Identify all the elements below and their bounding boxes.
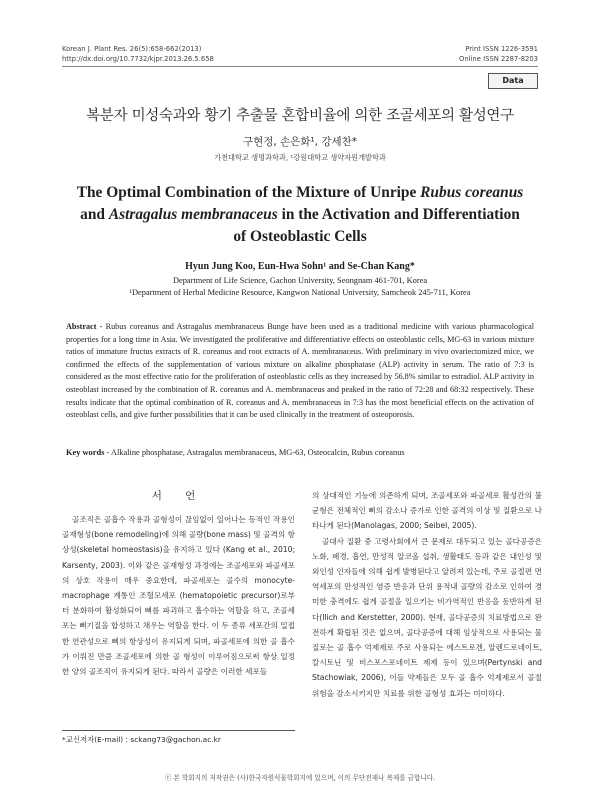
header-divider [62,66,538,67]
korean-affiliation: 가천대학교 생명과학과, ¹강원대학교 생약자원개발학과 [214,153,386,162]
title-line3: of Osteoblastic Cells [233,228,367,245]
section-heading-introduction: 서 언 [151,490,206,502]
title-line2-text-c: in the Activation and Differentiation [277,206,520,223]
korean-authors: 구현정, 손은화¹, 강세찬* [242,136,358,148]
journal-citation [62,44,214,64]
print-issn: Print ISSN 1226-3591 [465,45,538,53]
title-line2-text-a: and [80,206,109,223]
keywords-label: Key words [66,448,105,457]
abstract [66,321,534,422]
affiliation-2: ¹Department of Herbal Medicine Resource, Kangwon National University, Samcheok 245-711, Korea [129,288,471,297]
issn-block [459,44,538,64]
corresponding-author-footnote: *교신저자(E-mail) : sckang73@gachon.ac.kr [62,735,221,744]
title-line1-species: Rubus coreanus [420,184,524,201]
intro-paragraph-cont: 의 상대적인 기능에 의존하게 되며, 조골세포와 파골세포 활성간의 불균형은 전체적인 뼈의 감소나 증가로 인한 골격의 이상 및 질환으로 나타나게 된다(Manolagas, 2000; Seibel, 2005). [312,491,542,531]
copyright-notice: ⓒ 본 학회지의 저작권은 (사)한국자원식물학회지에 있으며, 이의 무단전재나 복제를 금합니다. [164,774,436,782]
intro-paragraph-1: 골조직은 골흡수 작용과 골형성이 끊임없이 일어나는 동적인 작용인 골재형성(bone remodeling)에 의해 골량(bone mass) 및 골격의 항상성(skeletal homeostasis)을 유지하고 있다 (Kang et al., 2010; Karsenty, 2003). 이와 같은 골재형성 과정에는 조골세포와 파골세포의 상호 작용이 매우 중요한데, 파골세포는 골수의 monocyte-macrophage 계통인 조혈모세포 (hematopoietic precursor)로부터 분화하여 활성화되어 뼈를 파괴하고 흡수하는 역할을 하고, 조골세포는 뼈기질을 합성하고 채우는 역할을 한다. 이 두 종류 세포간의 밀접한 연관성으로 뼈의 항상성이 유지되게 되며, 파골세포에 의한 골 흡수가 이뤄진 만큼 조골세포에 의한 골 형성이 이루어짐으로써 항상 일정한 양의 골조직이 유지되게 된다. 따라서 골량은 이러한 세포들 [62,515,295,677]
left-column [62,512,295,679]
title-line2-species: Astragalus membranaceus [108,206,278,223]
english-title [62,182,538,248]
english-affiliations [40,275,560,299]
abstract-label: Abstract [66,322,97,331]
affiliation-1: Department of Life Science, Gachon University, Seongnam 461-701, Korea [172,276,428,285]
doi-line[interactable]: http://dx.doi.org/10.7732/kjpr.2013.26.5.658 [62,55,214,63]
abstract-text: - Rubus coreanus and Astragalus membranaceus Bunge have been used as a traditional medicine with various pharmacological properties for a long time in Asia. We investigated the proliferative and differentiative effects on osteoblastic cells, MG-63 in various mixture ratios of immature fructus extracts of R. coreanus and root extracts of A. membranaceus. With preliminary in vivo ovariectomized mice, we confirmed the effects of the supplementation of various mixture on alkaline phosphatase (ALP) activity in serum. The ratio of 7:3 is considered as the most effective ratio for the proliferation of osteoblastic cells as they increased by 56.8% similar to estradiol. ALP activity in osteoblast increased by the combination of R. coreanus and A. membranaceus and peaked in the ratio of 72:28 and 68:32 respectively. These results indicate that the optimal combination of R. coreanus and A. membranaceus in 7:3 has the most beneficial effects on the activation of osteoblast cells, and give further possibilities that it can be used clinically in the treatment of osteoporosis. [66,322,534,420]
online-issn: Online ISSN 2287-8203 [458,55,538,63]
right-column [312,488,542,701]
keywords [66,448,534,457]
title-line1-text: The Optimal Combination of the Mixture of Unripe [76,184,421,201]
korean-title: 복분자 미성숙과와 황기 추출물 혼합비율에 의한 조골세포의 활성연구 [86,108,514,124]
intro-paragraph-2: 골대사 질환 중 고령사회에서 큰 문제로 대두되고 있는 골다공증은 노화, 폐경, 흡연, 만성적 알코올 섭취, 생활태도 등과 같은 내인성 및 외인성 인자들에 의해 쉽게 발병된다고 알려져 있는데, 주로 골절편 면역세포의 만성적인 염증 반응과 단위 용적내 골량의 감소로 인하여 경미한 충격에도 쉽게 골절을 일으키는 비가역적인 반응을 동반하게 된다(Ilich and Kerstetter, 2000). 현재, 골다공증의 치료방법으로 완전하게 확립된 것은 없으며, 골다공증에 대해 임상적으로 사용되는 물질로는 골 흡수 억제제로 주로 사용되는 에스트로겐, 알렌드로네이트, 칼시토닌 및 비스포스포네이트 제제 등이 있으며(Pertynski and Stachowiak, 2006), 이들 약제들은 모두 골 흡수 억제제로서 골절 위험을 감소시키지만 치료를 위한 골형성 효과는 미미하다. [312,536,542,698]
english-authors: Hyun Jung Koo, Eun-Hwa Sohn¹ and Se-Chan Kang* [185,261,415,272]
footnote-divider [62,730,295,731]
keywords-text: - Alkaline phosphatase, Astragalus membranaceus, MG-63, Osteocalcin, Rubus coreanus [104,448,405,457]
journal-line: Korean J. Plant Res. 26(5):658-662(2013) [62,45,202,53]
article-type-badge: Data [488,73,538,89]
